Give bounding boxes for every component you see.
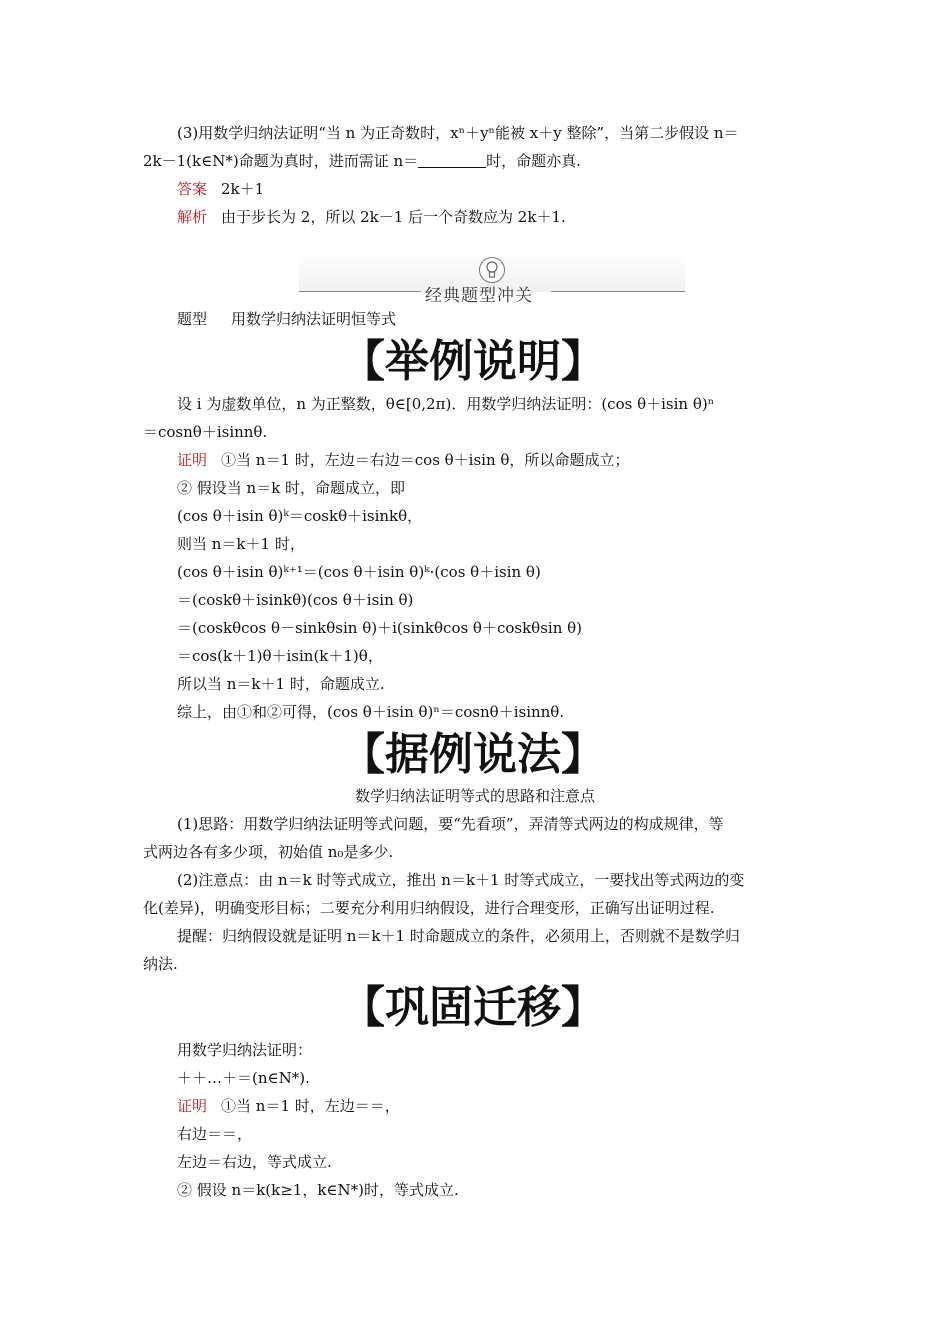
proof-step: ＝(coskθcos θ－sinkθsin θ)＋i(sinkθcos θ＋coskθsin θ): [177, 619, 583, 637]
answer-blank: [418, 153, 486, 168]
method-subtitle: 数学归纳法证明等式的思路和注意点: [354, 787, 595, 805]
example-question-line-1: 设 i 为虚数单位，n 为正整数，θ∈[0,2π)．用数学归纳法证明：(cos θ＋isin θ)ⁿ: [177, 395, 715, 413]
analysis-text: 由于步长为 2，所以 2k－1 后一个奇数应为 2k＋1.: [221, 208, 566, 226]
practice-heading: 【巩固迁移】: [341, 982, 605, 1033]
example-proof-first: [177, 450, 629, 470]
proof-label: 证明: [177, 451, 208, 469]
problem-3-line-2: [143, 151, 581, 171]
practice-proof-label: 证明: [177, 1097, 208, 1115]
practice-proof-step: ② 假设 n＝k(k≥1，k∈N*)时，等式成立.: [177, 1181, 459, 1199]
method-line: 化(差异)，明确变形目标；二要充分利用归纳假设，进行合理变形，正确写出证明过程.: [143, 899, 715, 917]
practice-question-line-2: ＋＋…＋＝(n∈N*).: [177, 1069, 310, 1087]
proof-conclusion: 综上，由①和②可得，(cos θ＋isin θ)ⁿ＝cosnθ＋isinnθ.: [177, 703, 565, 721]
proof-step: ② 假设当 n＝k 时，命题成立，即: [177, 479, 406, 497]
problem-3-line-1: (3)用数学归纳法证明“当 n 为正奇数时，xⁿ＋yⁿ能被 x＋y 整除”，当第二步假设 n＝: [177, 124, 739, 142]
topic-line: [177, 309, 396, 329]
problem-3-line-2-a: 2k－1(k∈N*)命题为真时，进而需证 n＝: [143, 152, 419, 170]
section-header: [299, 254, 685, 306]
answer-line: [177, 179, 264, 199]
method-line: (2)注意点：由 n＝k 时等式成立，推出 n＝k＋1 时等式成立，一要找出等式两边的变: [177, 871, 745, 889]
example-heading: 【举例说明】: [341, 336, 605, 387]
answer-value: 2k＋1: [221, 180, 265, 198]
analysis-line: [177, 207, 566, 227]
proof-step: 所以当 n＝k＋1 时，命题成立.: [177, 675, 385, 693]
proof-first-text: ①当 n＝1 时，左边＝右边＝cos θ＋isin θ，所以命题成立；: [221, 451, 630, 469]
section-rule-right: [551, 291, 685, 292]
proof-step: ＝cos(k＋1)θ＋isin(k＋1)θ，: [177, 647, 383, 665]
method-heading: 【据例说法】: [341, 729, 605, 780]
practice-proof-step: 右边＝＝，: [177, 1125, 253, 1143]
method-line: 纳法.: [143, 955, 178, 973]
method-line: (1)思路：用数学归纳法证明等式问题，要“先看项”，弄清等式两边的构成规律，等: [177, 815, 724, 833]
practice-question-line-1: 用数学归纳法证明：: [177, 1041, 313, 1059]
problem-3-line-2-b: 时，命题亦真.: [486, 152, 581, 170]
topic-title: 用数学归纳法证明恒等式: [231, 310, 397, 328]
proof-step: (cos θ＋isin θ)ᵏ＝coskθ＋isinkθ，: [177, 507, 423, 525]
lightbulb-icon: [479, 257, 505, 283]
proof-step: ＝(coskθ＋isinkθ)(cos θ＋isin θ): [177, 591, 414, 609]
analysis-label: 解析: [177, 208, 208, 226]
answer-label: 答案: [177, 180, 208, 198]
practice-proof-first-text: ①当 n＝1 时，左边＝＝，: [221, 1097, 400, 1115]
practice-proof-first: [177, 1096, 400, 1116]
example-question-line-2: ＝cosnθ＋isinnθ.: [143, 423, 268, 441]
section-rule-left: [299, 291, 421, 292]
proof-step: (cos θ＋isin θ)ᵏ⁺¹＝(cos θ＋isin θ)ᵏ·(cos θ＋isin θ): [177, 563, 541, 581]
practice-proof-step: 左边＝右边，等式成立.: [177, 1153, 332, 1171]
method-line: 提醒：归纳假设就是证明 n＝k＋1 时命题成立的条件，必须用上，否则就不是数学归: [177, 927, 740, 945]
topic-label: 题型: [177, 310, 208, 328]
proof-step: 则当 n＝k＋1 时，: [177, 535, 305, 553]
method-line: 式两边各有多少项，初始值 n₀是多少.: [143, 843, 394, 861]
section-title: 经典题型冲关: [425, 286, 533, 306]
